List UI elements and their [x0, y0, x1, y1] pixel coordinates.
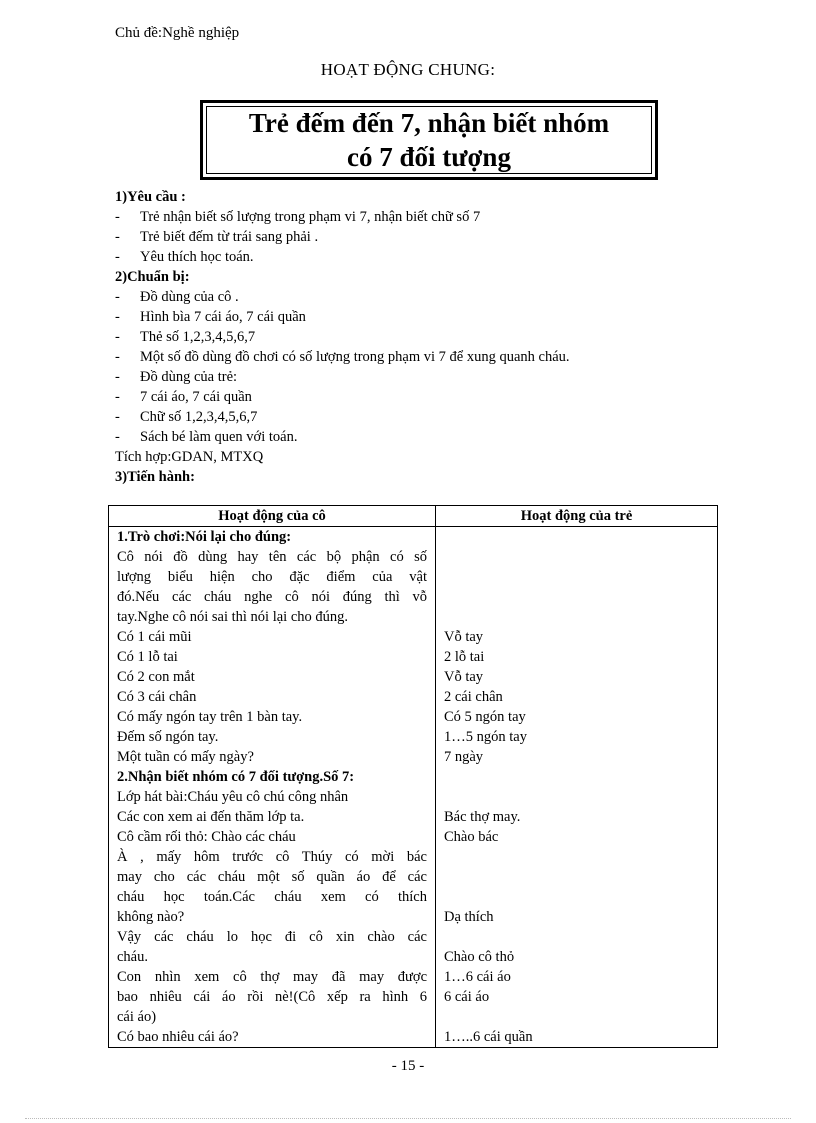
teacher-line: Con nhìn xem cô thợ may đã may được [117, 969, 427, 985]
topic-label: Chủ đề:Nghề nghiệp [115, 25, 240, 41]
bullet-item: - Thẻ số 1,2,3,4,5,6,7 [115, 329, 256, 345]
teacher-line: Các con xem ai đến thăm lớp ta. [117, 809, 305, 825]
lesson-title-line-1: Trẻ đếm đến 7, nhận biết nhóm [248, 108, 610, 138]
child-line [444, 567, 717, 587]
teacher-line: Lớp hát bài:Cháu yêu cô chú công nhân [117, 789, 349, 805]
child-line: Bác thợ may. [444, 809, 521, 825]
child-line [444, 1007, 717, 1027]
lesson-title-box [200, 100, 658, 180]
teacher-line: bao nhiêu cái áo rồi nè!(Cô xếp ra hình 6 [117, 989, 427, 1005]
table-header-row [109, 506, 718, 527]
teacher-line: đó.Nếu các cháu nghe cô nói đúng thì vỗ [117, 589, 427, 605]
child-line: Chào cô thỏ [444, 949, 515, 965]
section-procedure-heading: 3)Tiến hành: [115, 469, 195, 485]
child-line [444, 927, 717, 947]
teacher-line: cháu học toán.Các cháu xem có thích [117, 889, 427, 905]
child-line [444, 867, 717, 887]
bullet-item: - Đồ dùng của trẻ: [115, 369, 238, 385]
child-line: 2 cái chân [444, 689, 503, 705]
teacher-line: À , mấy hôm trước cô Thúy có mời bác [117, 849, 427, 865]
teacher-line: Đếm số ngón tay. [117, 729, 219, 745]
teacher-line: Cô nói đồ dùng hay tên các bộ phận có số [117, 549, 427, 565]
teacher-line: lượng biểu hiện cho đặc điểm của vật [117, 569, 427, 585]
child-line: Vỗ tay [444, 629, 484, 645]
activity-subtitle: HOẠT ĐỘNG CHUNG: [320, 60, 496, 79]
section-preparation-heading: 2)Chuẩn bị: [115, 269, 190, 285]
bullet-item: - Trẻ nhận biết số lượng trong phạm vi 7, nhận biết chữ số 7 [115, 209, 481, 225]
bullet-item: - Trẻ biết đếm từ trái sang phải . [115, 229, 319, 245]
lesson-body [115, 187, 715, 487]
child-line [444, 847, 717, 867]
section-requirements-heading: 1)Yêu cầu : [115, 189, 186, 205]
column-header-teacher: Hoạt động của cô [109, 506, 436, 527]
integration-note: Tích hợp:GDAN, MTXQ [115, 449, 264, 465]
teacher-line: Một tuần có mấy ngày? [117, 749, 254, 765]
bullet-item: - 7 cái áo, 7 cái quần [115, 389, 252, 405]
activity-heading: 2.Nhận biết nhóm có 7 đối tượng.Số 7: [117, 769, 355, 785]
child-line [444, 527, 717, 547]
child-line: Chào bác [444, 829, 499, 845]
child-line: 1…..6 cái quần [444, 1029, 533, 1045]
child-line [444, 607, 717, 627]
teacher-line: không nào? [117, 909, 185, 925]
teacher-line: tay.Nghe cô nói sai thì nói lại cho đúng. [117, 609, 349, 625]
teacher-line: may cho các cháu một số quần áo để các [117, 869, 427, 885]
activity-heading: 1.Trò chơi:Nói lại cho đúng: [117, 529, 292, 545]
teacher-line: Có 1 cái mũi [117, 629, 192, 645]
child-line [444, 547, 717, 567]
bullet-item: - Hình bìa 7 cái áo, 7 cái quần [115, 309, 306, 325]
child-line: 2 lỗ tai [444, 649, 485, 665]
child-line: 1…5 ngón tay [444, 729, 527, 745]
teacher-line: Có bao nhiêu cái áo? [117, 1029, 239, 1045]
page-number: - 15 - [391, 1058, 425, 1074]
child-line: Dạ thích [444, 909, 494, 925]
bullet-item: - Yêu thích học toán. [115, 249, 254, 265]
child-line [444, 887, 717, 907]
teacher-line: cái áo) [117, 1009, 157, 1025]
child-line [444, 587, 717, 607]
activity-table [108, 505, 718, 1048]
teacher-line: Cô cầm rối thỏ: Chào các cháu [117, 829, 296, 845]
teacher-line: Có 1 lỗ tai [117, 649, 178, 665]
bullet-item: - Một số đồ dùng đồ chơi có số lượng trong phạm vi 7 để xung quanh cháu. [115, 349, 570, 365]
child-line: Vỗ tay [444, 669, 484, 685]
child-line [444, 787, 717, 807]
child-activity-cell [436, 527, 718, 1048]
teacher-line: Vậy các cháu lo học đi cô xin chào các [117, 929, 427, 945]
child-line: Có 5 ngón tay [444, 709, 526, 725]
child-line: 6 cái áo [444, 989, 490, 1005]
bullet-item: - Sách bé làm quen với toán. [115, 429, 298, 445]
teacher-activity-cell [109, 527, 436, 1048]
teacher-line: Có mấy ngón tay trên 1 bàn tay. [117, 709, 303, 725]
child-line: 7 ngày [444, 749, 484, 765]
bullet-item: - Chữ số 1,2,3,4,5,6,7 [115, 409, 258, 425]
table-row [109, 527, 718, 1048]
child-line: 1…6 cái áo [444, 969, 511, 985]
lesson-title [206, 106, 652, 174]
child-line [444, 767, 717, 787]
teacher-line: cháu. [117, 949, 148, 965]
teacher-line: Có 2 con mắt [117, 669, 195, 685]
teacher-line: Có 3 cái chân [117, 689, 197, 705]
footer-divider [25, 1118, 791, 1119]
bullet-item: - Đồ dùng của cô . [115, 289, 239, 305]
column-header-child: Hoạt động của trẻ [436, 506, 718, 527]
lesson-title-line-2: có 7 đối tượng [347, 142, 511, 172]
